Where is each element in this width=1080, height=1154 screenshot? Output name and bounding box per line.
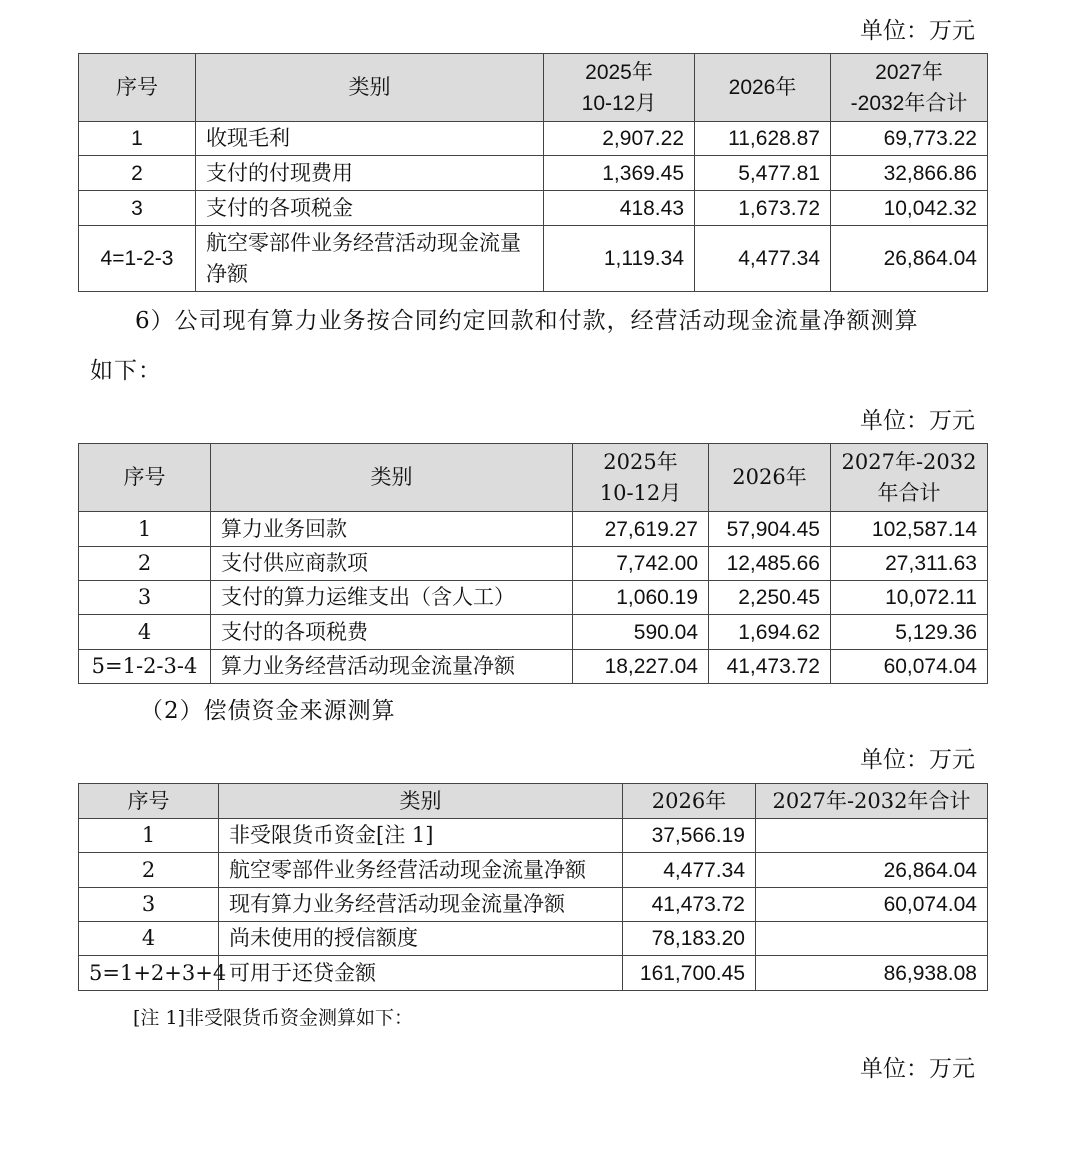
footnote-1: [注 1]非受限货币资金测算如下： — [133, 1007, 413, 1029]
row-no: 1 — [79, 819, 219, 853]
row-value: 7,742.00 — [573, 547, 709, 581]
table-header-row — [79, 54, 988, 122]
row-value: 1,060.19 — [573, 581, 709, 615]
row-category: 收现毛利 — [196, 122, 544, 156]
row-category: 尚未使用的授信额度 — [219, 922, 623, 956]
row-value: 10,072.11 — [831, 581, 988, 615]
header-2026: 2026年 — [695, 54, 831, 122]
row-value: 27,619.27 — [573, 512, 709, 547]
row-category: 现有算力业务经营活动现金流量净额 — [219, 888, 623, 922]
table-row — [79, 650, 988, 684]
row-value: 418.43 — [544, 191, 695, 226]
compute-cashflow-table — [78, 443, 988, 684]
row-value: 41,473.72 — [623, 888, 756, 922]
row-value: 4,477.34 — [695, 226, 831, 292]
row-no: 4=1-2-3 — [79, 226, 196, 292]
row-value: 37,566.19 — [623, 819, 756, 853]
header-2025q4: 2025年 10-12月 — [544, 54, 695, 122]
paragraph-compute-intro-cont: 如下： — [90, 358, 162, 384]
table-row — [79, 122, 988, 156]
row-value: 60,074.04 — [831, 650, 988, 684]
header-no: 序号 — [79, 54, 196, 122]
table-row — [79, 581, 988, 615]
row-value: 4,477.34 — [623, 853, 756, 888]
row-no: 2 — [79, 853, 219, 888]
row-value: 26,864.04 — [831, 226, 988, 292]
row-value: 32,866.86 — [831, 156, 988, 191]
row-value: 41,473.72 — [709, 650, 831, 684]
row-value: 12,485.66 — [709, 547, 831, 581]
debt-source-table — [78, 783, 988, 991]
row-no: 3 — [79, 888, 219, 922]
table-header-row — [79, 444, 988, 512]
header-2026: 2026年 — [623, 784, 756, 819]
row-value: 1,369.45 — [544, 156, 695, 191]
row-value: 2,907.22 — [544, 122, 695, 156]
row-value: 5,477.81 — [695, 156, 831, 191]
aviation-cashflow-table — [78, 53, 988, 292]
row-value: 57,904.45 — [709, 512, 831, 547]
unit-label: 单位：万元 — [860, 1056, 975, 1082]
row-value: 78,183.20 — [623, 922, 756, 956]
row-no: 3 — [79, 581, 211, 615]
row-value: 161,700.45 — [623, 956, 756, 991]
row-value: 11,628.87 — [695, 122, 831, 156]
row-no: 1 — [79, 122, 196, 156]
row-no: 2 — [79, 547, 211, 581]
row-category: 支付的算力运维支出（含人工） — [211, 581, 573, 615]
table-row — [79, 853, 988, 888]
row-value: 102,587.14 — [831, 512, 988, 547]
row-value: 18,227.04 — [573, 650, 709, 684]
row-category: 航空零部件业务经营活动现金流量净额 — [219, 853, 623, 888]
paragraph-compute-intro: 6）公司现有算力业务按合同约定回款和付款，经营活动现金流量净额测算 — [135, 308, 919, 334]
row-category: 算力业务回款 — [211, 512, 573, 547]
row-category: 算力业务经营活动现金流量净额 — [211, 650, 573, 684]
unit-label: 单位：万元 — [860, 18, 975, 44]
row-value: 590.04 — [573, 615, 709, 650]
table-row — [79, 922, 988, 956]
row-value: 27,311.63 — [831, 547, 988, 581]
row-value: 2,250.45 — [709, 581, 831, 615]
header-no: 序号 — [79, 784, 219, 819]
row-value: 10,042.32 — [831, 191, 988, 226]
unit-label: 单位：万元 — [860, 408, 975, 434]
table-row — [79, 226, 988, 292]
row-category: 支付的各项税金 — [196, 191, 544, 226]
row-category: 可用于还贷金额 — [219, 956, 623, 991]
table-row — [79, 547, 988, 581]
row-no: 5=1-2-3-4 — [79, 650, 211, 684]
row-value: 1,694.62 — [709, 615, 831, 650]
row-value: 60,074.04 — [756, 888, 988, 922]
row-value: 1,673.72 — [695, 191, 831, 226]
table-row — [79, 191, 988, 226]
row-category: 航空零部件业务经营活动现金流量净额 — [196, 226, 544, 292]
row-category: 支付的付现费用 — [196, 156, 544, 191]
header-2027-2032: 2027年-2032年合计 — [756, 784, 988, 819]
row-no: 4 — [79, 922, 219, 956]
row-value — [756, 819, 988, 853]
header-2025q4: 2025年 10-12月 — [573, 444, 709, 512]
row-no: 2 — [79, 156, 196, 191]
row-category: 非受限货币资金[注 1] — [219, 819, 623, 853]
table-row — [79, 615, 988, 650]
row-no: 1 — [79, 512, 211, 547]
table-row — [79, 888, 988, 922]
row-value: 69,773.22 — [831, 122, 988, 156]
row-category: 支付的各项税费 — [211, 615, 573, 650]
header-no: 序号 — [79, 444, 211, 512]
row-no: 3 — [79, 191, 196, 226]
unit-label: 单位：万元 — [860, 747, 975, 773]
row-value: 86,938.08 — [756, 956, 988, 991]
row-value: 1,119.34 — [544, 226, 695, 292]
row-value: 5,129.36 — [831, 615, 988, 650]
table-header-row — [79, 784, 988, 819]
row-no: 5=1+2+3+4 — [79, 956, 219, 991]
header-category: 类别 — [196, 54, 544, 122]
table-row — [79, 156, 988, 191]
table-row — [79, 512, 988, 547]
header-category: 类别 — [211, 444, 573, 512]
row-value: 26,864.04 — [756, 853, 988, 888]
table-row — [79, 819, 988, 853]
header-2026: 2026年 — [709, 444, 831, 512]
row-value — [756, 922, 988, 956]
table-row — [79, 956, 988, 991]
row-no: 4 — [79, 615, 211, 650]
header-2027-2032: 2027年-2032 年合计 — [831, 444, 988, 512]
section-heading-debt-source: （2）偿债资金来源测算 — [140, 698, 396, 724]
header-2027-2032: 2027年 -2032年合计 — [831, 54, 988, 122]
header-category: 类别 — [219, 784, 623, 819]
row-category: 支付供应商款项 — [211, 547, 573, 581]
